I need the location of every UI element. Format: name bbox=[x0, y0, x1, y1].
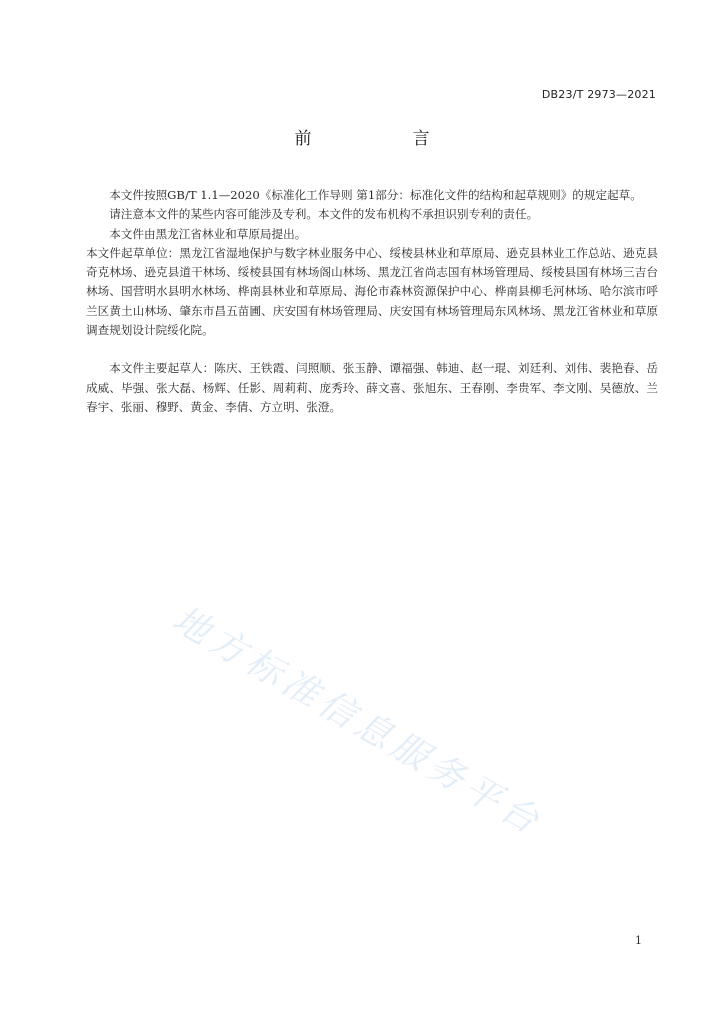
paragraph-spacer bbox=[86, 340, 658, 359]
paragraph-standard-basis: 本文件按照GB/T 1.1—2020《标准化工作导则 第1部分：标准化文件的结构和起草规则》的规定起草。 bbox=[109, 188, 642, 202]
page-number: 1 bbox=[635, 934, 642, 947]
paragraph-drafting-units: 本文件起草单位：黑龙江省湿地保护与数字林业服务中心、绥棱县林业和草原局、逊克县林业工作总站、逊克县奇克林场、逊克县道干林场、绥棱县国有林场阁山林场、黑龙江省尚志国有林场管理局、绥棱县国有林场三吉台林场、国营明水县明水林场、桦南县林业和草原局、海伦市森林资源保护中心、桦南县柳毛河林场、哈尔滨市呼兰区黄土山林场、肇东市昌五苗圃、庆安国有林场管理局、庆安国有林场管理局东风林场、黑龙江省林业和草原调查规划设计院绥化院。 bbox=[86, 245, 658, 338]
paragraph-proposer: 本文件由黑龙江省林业和草原局提出。 bbox=[109, 226, 307, 241]
watermark-text: 地方标准信息服务平台 bbox=[165, 598, 550, 845]
document-code: DB23/T 2973—2021 bbox=[541, 88, 656, 101]
page-title: 前 言 bbox=[294, 129, 472, 149]
preface-body bbox=[86, 186, 658, 417]
paragraph-drafters: 本文件主要起草人：陈庆、王铁霞、闫照顺、张玉静、谭福强、韩迪、赵一琨、刘廷利、刘伟、裴艳春、岳成威、毕强、张大磊、杨辉、任影、周莉莉、庞秀玲、薛文喜、张旭东、王春刚、李贵军、李文刚、吴德放、兰春宇、张丽、穆野、黄金、李倩、方立明、张澄。 bbox=[86, 361, 658, 414]
paragraph-patent-notice: 请注意本文件的某些内容可能涉及专利。本文件的发布机构不承担识别专利的责任。 bbox=[109, 207, 539, 222]
